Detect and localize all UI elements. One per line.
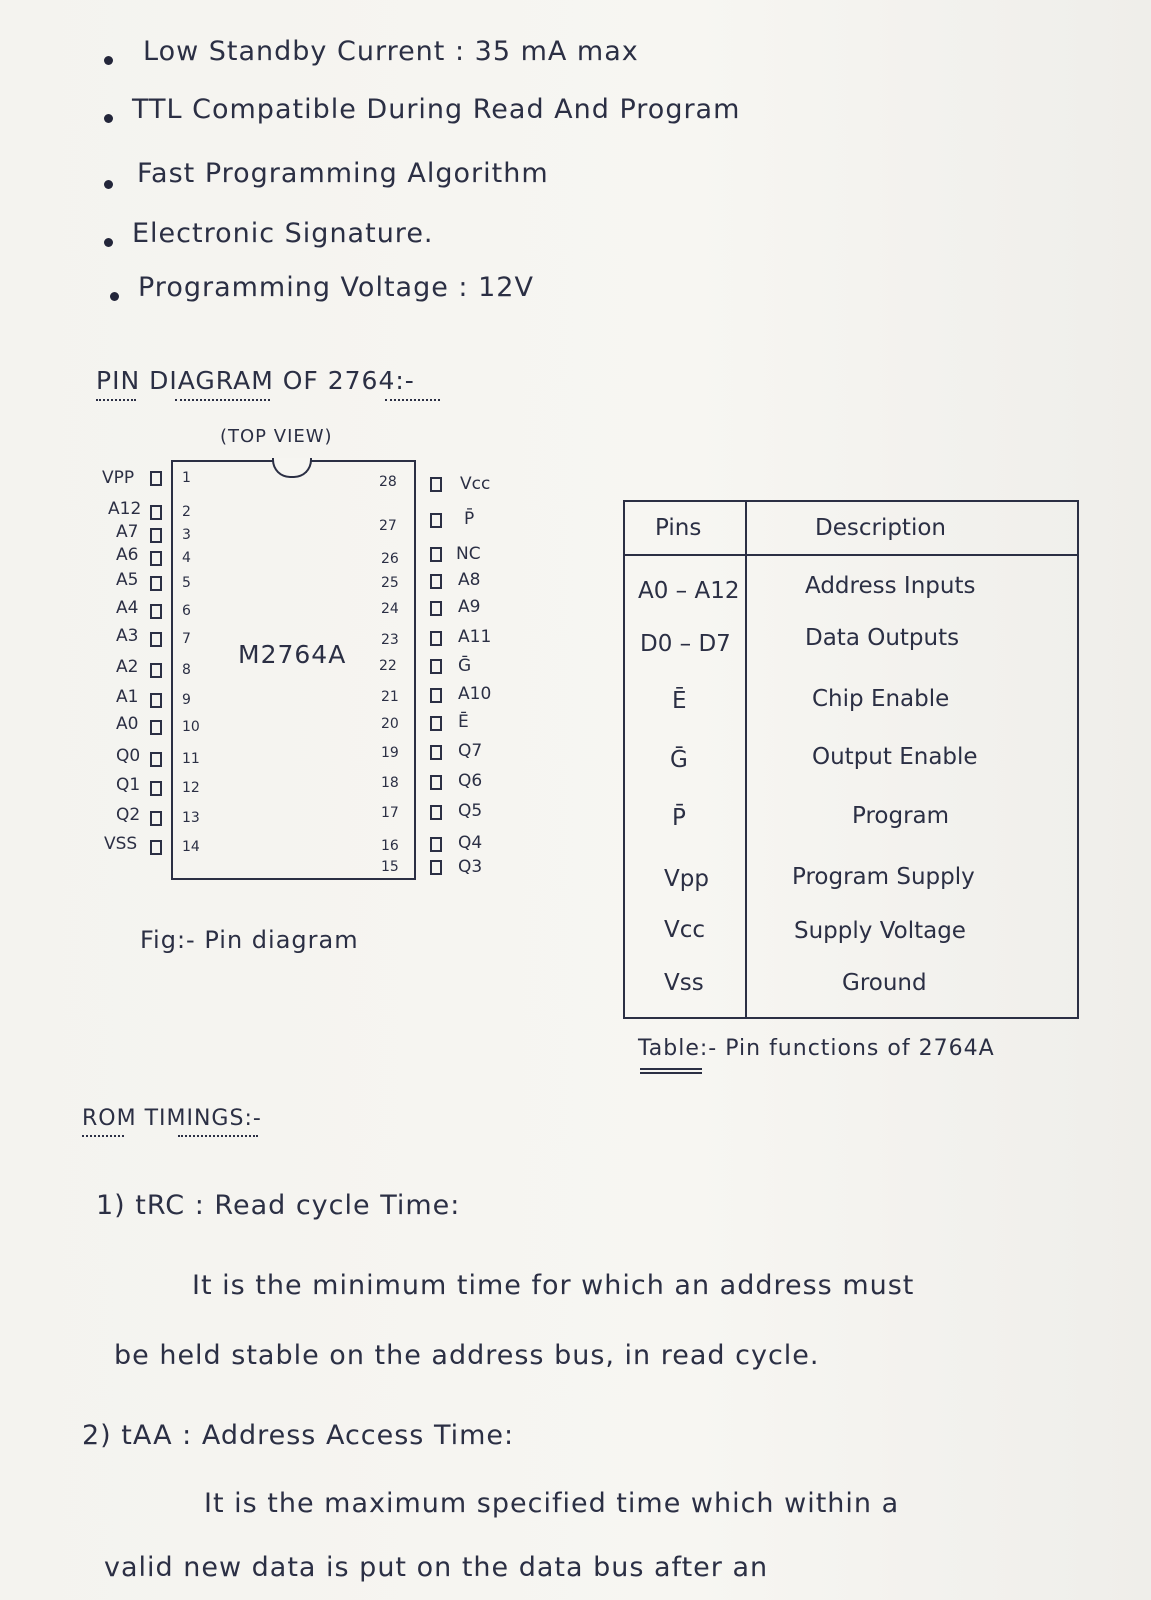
caption-underline [640,1072,702,1074]
pin-label: Ē [458,712,469,732]
pin-number: 6 [182,603,191,619]
pin-label: P̄ [464,509,475,529]
pin-stub [150,781,162,796]
bullet-icon [104,180,113,189]
heading-underline [96,396,136,401]
pin-number: 17 [381,805,399,821]
table-cell-pin: Vcc [664,917,706,943]
pin-number: 26 [381,551,399,567]
table-cell-desc: Output Enable [812,744,978,770]
rom-timings-heading: ROM TIMINGS:- [82,1106,262,1131]
pin-stub [430,716,442,731]
pin-stub [150,752,162,767]
pin-number: 19 [381,745,399,761]
feature-item: Programming Voltage : 12V [138,272,534,303]
pin-number: 14 [182,839,200,855]
pin-number: 27 [379,518,397,534]
pin-label: Q7 [458,741,483,761]
table-cell-pin: P̄ [672,805,686,831]
timing-2-text: valid new data is put on the data bus after an [104,1552,769,1583]
pin-label: Q4 [458,833,483,853]
table-cell-pin: Ḡ [670,747,688,773]
pin-number: 22 [379,658,397,674]
pin-label: A2 [116,657,139,677]
pin-stub [430,631,442,646]
table-cell-desc: Address Inputs [805,573,976,599]
pin-label: A6 [116,545,139,565]
pin-label: VPP [102,468,135,488]
timing-1-title: 1) tRC : Read cycle Time: [96,1190,461,1221]
pin-label: Q2 [116,805,141,825]
table-cell-desc: Program Supply [792,864,975,890]
pin-label: A11 [458,627,492,647]
pin-number: 5 [182,575,191,591]
pin-number: 25 [381,575,399,591]
table-cell-desc: Chip Enable [812,686,950,712]
pin-label: A7 [116,522,139,542]
top-view-label: (TOP VIEW) [220,426,333,447]
pin-stub [150,551,162,566]
pin-stub [150,840,162,855]
timing-1-text: It is the minimum time for which an address must [192,1270,915,1301]
pin-label: A5 [116,570,139,590]
pin-number: 21 [381,689,399,705]
pin-stub [430,837,442,852]
pin-number: 10 [182,719,200,735]
pin-label: Q3 [458,857,483,877]
pin-stub [430,805,442,820]
table-header-description: Description [815,515,946,541]
pin-number: 1 [182,470,191,486]
pin-label: A3 [116,626,139,646]
pin-number: 18 [381,775,399,791]
bullet-icon [104,114,113,123]
table-cell-desc: Data Outputs [805,625,960,651]
pin-stub [150,471,162,486]
table-header-divider [623,554,1079,556]
pin-label: Q0 [116,746,141,766]
pin-stub [430,659,442,674]
heading-underline [175,396,270,401]
chip-name: M2764A [238,640,347,669]
heading-underline [178,1132,258,1137]
pin-number: 4 [182,550,191,566]
pin-number: 12 [182,780,200,796]
table-cell-pin: Ē [672,688,687,714]
pin-stub [430,775,442,790]
timing-1-text: be held stable on the address bus, in read cycle. [114,1340,820,1371]
heading-underline [82,1132,124,1137]
pin-label: Q1 [116,775,141,795]
pin-number: 13 [182,810,200,826]
pin-number: 11 [182,751,200,767]
feature-item: TTL Compatible During Read And Program [132,94,741,125]
timing-2-text: It is the maximum specified time which within a [204,1488,900,1519]
pin-label: NC [456,544,481,564]
pin-label: A9 [458,597,481,617]
timing-2-title: 2) tAA : Address Access Time: [82,1420,515,1451]
pin-number: 9 [182,692,191,708]
pin-label: A10 [458,684,492,704]
pin-label: A8 [458,570,481,590]
pin-label: A4 [116,598,139,618]
pin-stub [150,576,162,591]
feature-item: Low Standby Current : 35 mA max [143,36,639,67]
pin-diagram-heading: PIN DIAGRAM OF 2764:- [96,366,415,395]
pin-table-caption: Table:- Pin functions of 2764A [638,1036,995,1061]
bullet-icon [104,56,113,65]
pin-number: 7 [182,631,191,647]
pin-number: 24 [381,601,399,617]
pin-label: Q5 [458,801,483,821]
table-cell-desc: Ground [842,970,927,996]
bullet-icon [110,292,119,301]
pin-label: Vcc [460,474,491,494]
pin-number: 16 [381,838,399,854]
table-cell-desc: Supply Voltage [794,918,966,944]
pin-label: Q6 [458,771,483,791]
table-cell-pin: Vss [664,970,704,996]
feature-item: Fast Programming Algorithm [137,158,549,189]
table-header-pins: Pins [655,515,702,541]
pin-label: A12 [108,499,142,519]
pin-stub [150,811,162,826]
pin-number: 3 [182,527,191,543]
pin-number: 2 [182,504,191,520]
feature-item: Electronic Signature. [132,218,434,249]
table-cell-pin: A0 – A12 [638,578,740,604]
pin-diagram-caption: Fig:- Pin diagram [140,926,359,954]
pin-stub [150,720,162,735]
table-cell-pin: D0 – D7 [640,631,731,657]
pin-label: A1 [116,687,139,707]
pin-stub [150,632,162,647]
pin-stub [430,601,442,616]
pin-stub [430,513,442,528]
pin-number: 15 [381,859,399,875]
table-cell-pin: Vpp [664,866,709,892]
bullet-icon [104,238,113,247]
table-cell-desc: Program [852,803,950,829]
caption-underline [640,1068,702,1070]
pin-number: 8 [182,662,191,678]
pin-number: 20 [381,716,399,732]
pin-label: VSS [104,834,138,854]
pin-label: A0 [116,714,139,734]
pin-stub [150,604,162,619]
pin-stub [430,547,442,562]
pin-stub [150,693,162,708]
pin-stub [150,505,162,520]
pin-stub [150,528,162,543]
pin-stub [430,688,442,703]
pin-stub [430,860,442,875]
heading-underline [385,396,440,401]
pin-stub [430,745,442,760]
pin-number: 28 [379,474,397,490]
pin-label: Ḡ [458,656,472,676]
pin-stub [150,663,162,678]
table-column-divider [745,500,747,1019]
pin-stub [430,477,442,492]
pin-stub [430,574,442,589]
pin-number: 23 [381,632,399,648]
